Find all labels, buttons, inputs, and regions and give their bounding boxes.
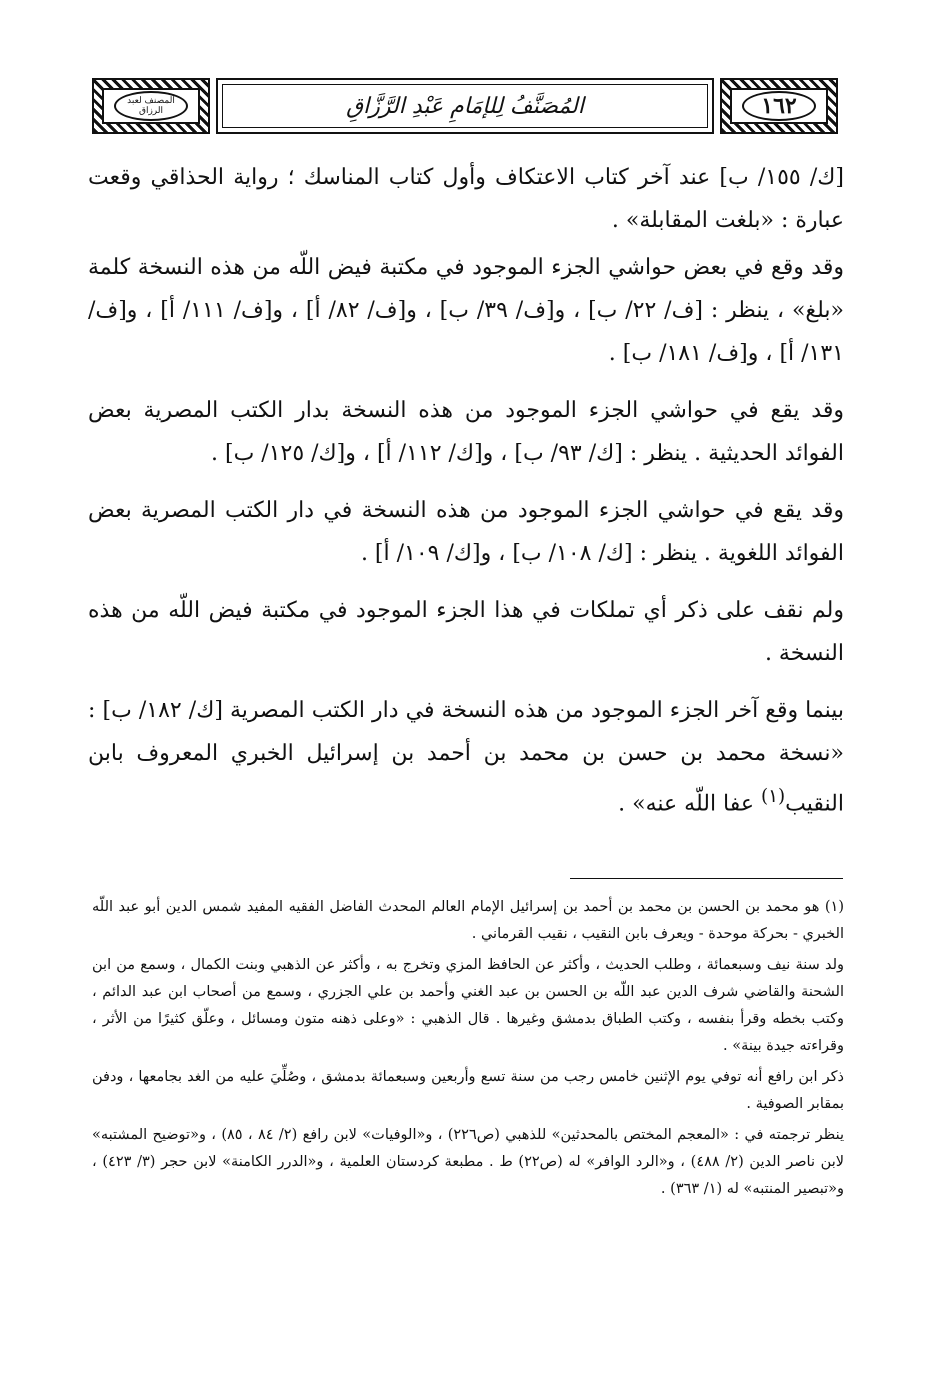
header-ornament-right xyxy=(720,78,838,134)
footnote-marker: (١) xyxy=(761,786,786,807)
seal-frame xyxy=(102,88,200,124)
footnote-1-birth: ولد سنة نيف وسبعمائة ، وطلب الحديث ، وأكثر عن الحافظ المزي وتخرج به ، وأكثر عن الذهبي وبنت الكمال ، وسمع من ابن الشحنة والقاضي شرف الدين عبد اللّه بن الحسن بن عبد الغني وأحمد بن علي الجزري ، وسمع من أصحاب ابن عبد الدائم ، وكتب بخطه وقرأ بنفسه ، وكتب الطباق بدمشق وغيرها . قال الذهبي : «وعلى ذهنه متون ومسائل ، وعلّق كثيرًا من الأثر ، وقراءته جيدة بينة» . xyxy=(92,957,844,1054)
title-bar xyxy=(216,78,714,134)
paragraph-3: وقد يقع في حواشي الجزء الموجود من هذه النسخة بدار الكتب المصرية بعض الفوائد الحديثية . ينظر : [ك/ ٩٣/ ب] ، و[ك/ ١١٢/ أ] ، و[ك/ ١٢٥/ ب] . xyxy=(88,398,844,466)
footnote-1: (١) هو محمد بن الحسن بن محمد بن أحمد بن إسرائيل الإمام العالم المحدث الفاضل الفقيه المفيد شمس الدين أبو عبد اللّه الخبري - بحركة موحدة - ويعرف بابن النقيب ، نقيب القرماني . xyxy=(92,899,844,942)
paragraph-6-main: بينما وقع آخر الجزء الموجود من هذه النسخة في دار الكتب المصرية [ك/ ١٨٢/ ب] : «نسخة محمد بن حسن بن محمد بن أحمد بن إسرائيل الخبري المعروف بابن النقيب xyxy=(88,698,844,817)
page-number: ١٦٢ xyxy=(761,93,797,119)
book-seal: المصنف لعبد الرزاق xyxy=(127,96,175,116)
paragraph-4: وقد يقع في حواشي الجزء الموجود من هذه النسخة في دار الكتب المصرية بعض الفوائد اللغوية . ينظر : [ك/ ١٠٨/ ب] ، و[ك/ ١٠٩/ أ] . xyxy=(88,498,844,566)
page-header xyxy=(92,78,838,134)
paragraph-1: [ك/ ١٥٥/ ب] عند آخر كتاب الاعتكاف وأول كتاب المناسك ؛ رواية الحذاقي وقعت عبارة : «بلغت المقابلة» . xyxy=(88,165,845,233)
paragraph-5: ولم نقف على ذكر أي تملكات في هذا الجزء الموجود في مكتبة فيض اللّه من هذه النسخة . xyxy=(88,598,844,666)
paragraph-2: وقد وقع في بعض حواشي الجزء الموجود في مكتبة فيض اللّه من هذه النسخة كلمة «بلغ» ، ينظر : [ف/ ٢٢/ ب] ، و[ف/ ٣٩/ ب] ، و[ف/ ٨٢/ أ] ، و[ف/ ١١١/ أ] ، و[ف/ ١٣١/ أ] ، و[ف/ ١٨١/ ب] . xyxy=(88,255,844,366)
footnotes xyxy=(92,894,844,1207)
footnote-divider xyxy=(570,878,843,879)
title-frame xyxy=(222,84,708,128)
header-ornament-left xyxy=(92,78,210,134)
seal-medallion xyxy=(114,91,188,121)
page-number-frame xyxy=(730,88,828,124)
book-title: المُصَنَّفُ لِلإمَامِ عَبْدِ الرَّزَّاقِ xyxy=(346,93,584,119)
paragraph-6-end: عفا اللّه عنه» . xyxy=(618,791,761,817)
footnote-1-death: ذكر ابن رافع أنه توفي يوم الإثنين خامس رجب من سنة تسع وأربعين وسبعمائة بدمشق ، وصُلِّيَ عليه من الغد بجامعها ، ودفن بمقابر الصوفية . xyxy=(92,1069,844,1112)
page-number-medallion xyxy=(742,91,816,121)
footnote-1-sources: ينظر ترجمته في : «المعجم المختص بالمحدثين» للذهبي (ص٢٢٦) ، و«الوفيات» لابن رافع (٢/ ٨٤ ، ٨٥) ، و«توضيح المشتبه» لابن ناصر الدين (٢/ ٤٨٨) ، و«الرد الوافر» له (ص٢٢) ط . مطبعة كردستان العلمية ، و«الدرر الكامنة» لابن حجر (٣/ ٤٢٣) ، و«تبصير المنتبه» له (١/ ٣٦٣) . xyxy=(92,1127,845,1197)
paragraph-6 xyxy=(88,689,844,825)
main-text xyxy=(88,156,844,839)
